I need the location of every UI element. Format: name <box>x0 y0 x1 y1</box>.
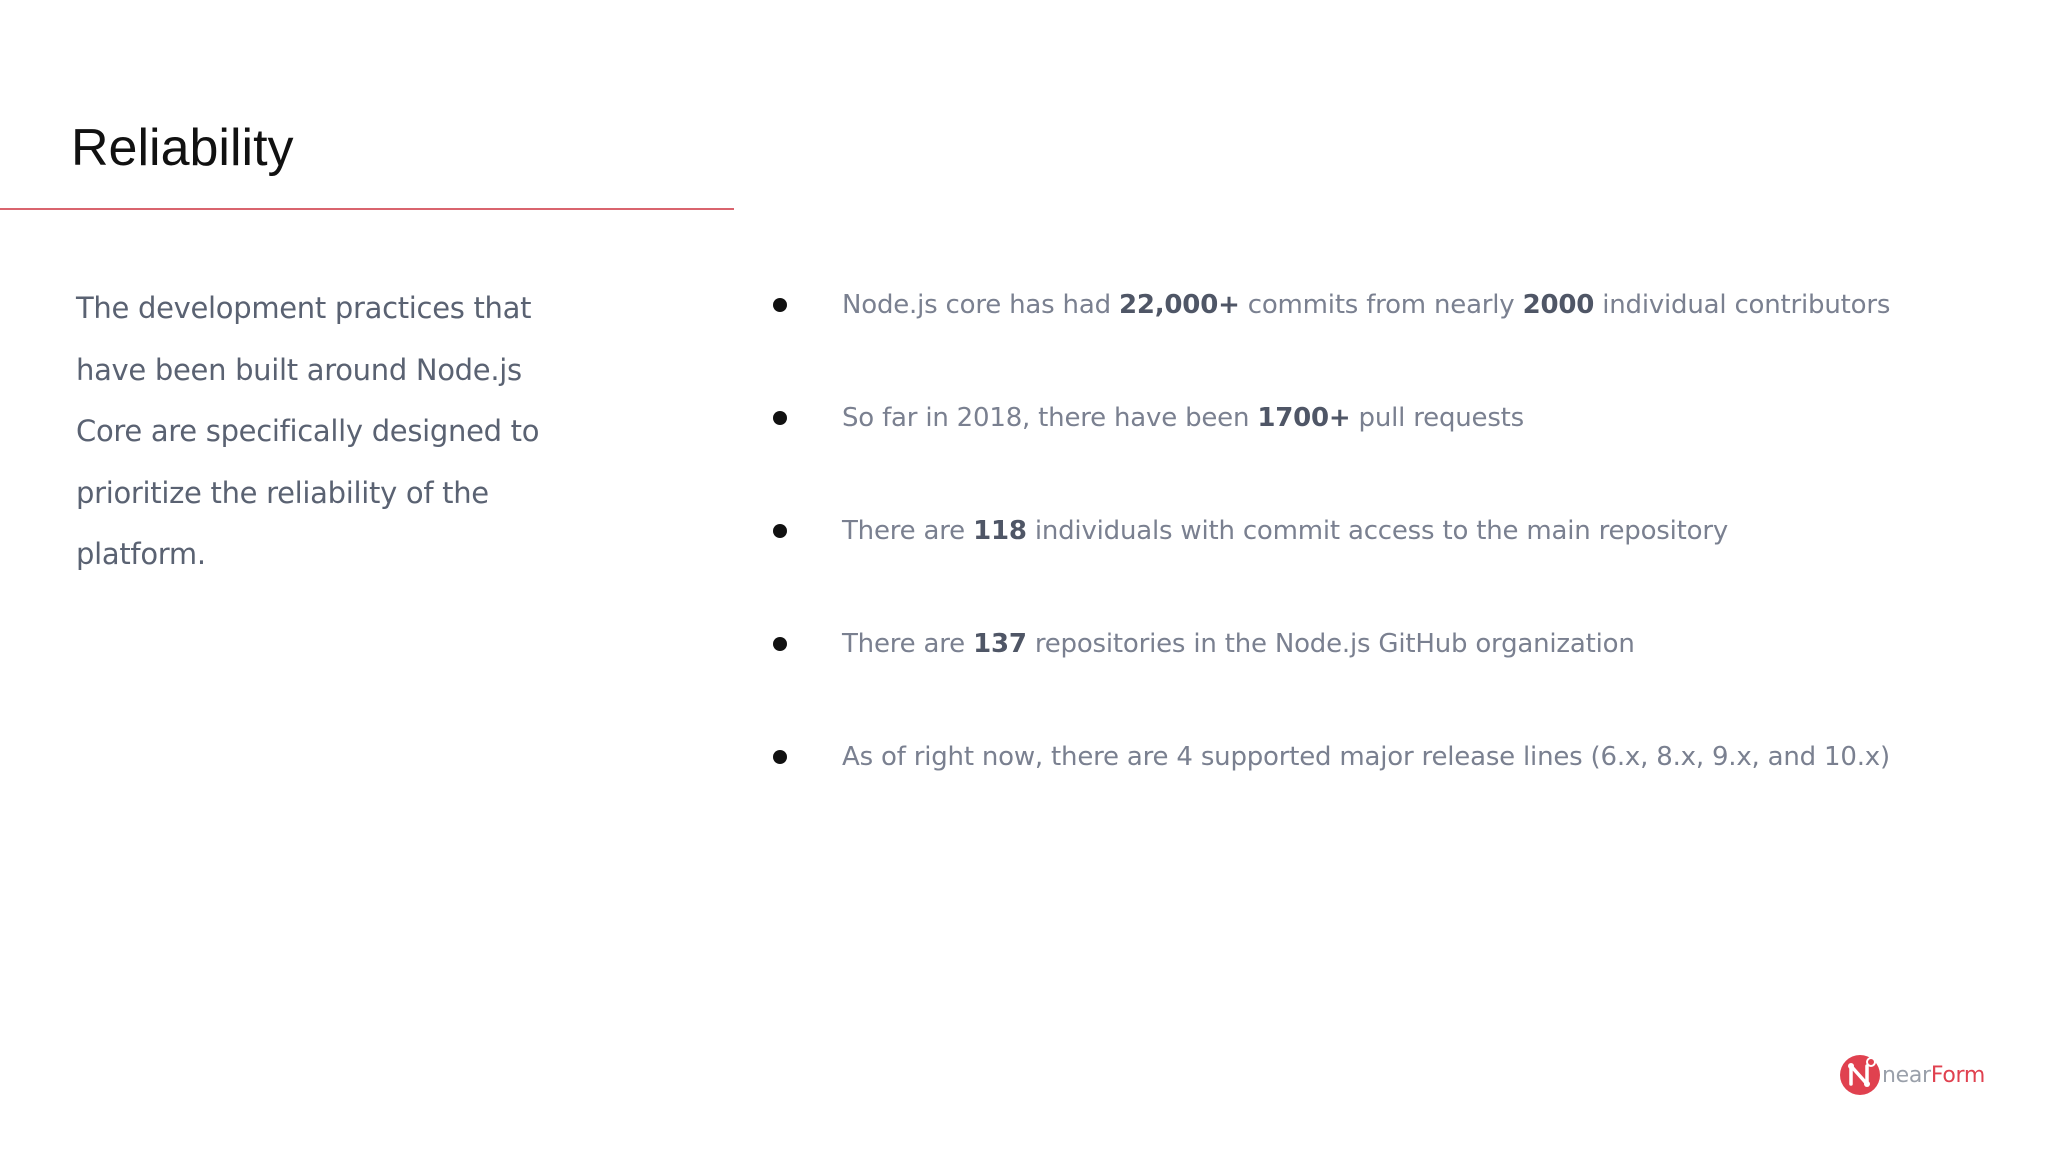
logo-text-near: near <box>1882 1062 1931 1088</box>
nearform-logo <box>1838 1052 1985 1098</box>
bullet-item <box>770 506 1970 556</box>
logo-text-form: Form <box>1930 1062 1986 1088</box>
bullet-run: individual contributors <box>1594 290 1891 320</box>
bullet-item <box>770 393 1970 443</box>
intro-line: prioritize the reliability of the <box>76 475 489 510</box>
bullet-run: There are <box>842 516 974 546</box>
slide-title: Reliability <box>71 119 294 177</box>
bullet-item <box>770 732 1970 782</box>
bullet-run: As of right now, there are 4 supported major release lines (6.x, 8.x, 9.x, and 10.x) <box>842 742 1890 772</box>
bullet-run: So far in 2018, there have been <box>842 403 1258 433</box>
bullet-run: individuals with commit access to the main repository <box>1026 516 1729 546</box>
bullet-text <box>842 738 1890 776</box>
intro-line: platform. <box>76 537 206 571</box>
bullet-highlight: 118 <box>973 516 1027 546</box>
bullet-dot-icon <box>773 411 787 425</box>
bullet-text <box>842 399 1524 437</box>
bullet-highlight: 2000 <box>1522 290 1595 320</box>
bullet-highlight: 1700+ <box>1257 403 1351 433</box>
bullet-highlight: 137 <box>973 629 1027 659</box>
bullet-dot-icon <box>773 298 787 312</box>
bullet-text <box>842 512 1728 550</box>
bullet-dot-icon <box>773 524 787 538</box>
nearform-logo-icon <box>1838 1053 1882 1097</box>
bullet-run: commits from nearly <box>1239 290 1523 320</box>
intro-line: The development practices that <box>76 291 532 325</box>
intro-line: Core are specifically designed to <box>76 414 540 448</box>
intro-paragraph <box>76 278 596 586</box>
bullet-highlight: 22,000+ <box>1118 290 1240 320</box>
bullet-item <box>770 280 1970 330</box>
bullet-run: pull requests <box>1350 403 1525 433</box>
bullet-run: There are <box>842 629 974 659</box>
bullet-item <box>770 619 1970 669</box>
bullet-text <box>842 625 1635 663</box>
bullet-text <box>842 286 1890 324</box>
bullet-run: Node.js core has had <box>842 290 1119 320</box>
logo-wordmark <box>1882 1063 1985 1088</box>
intro-line: have been built around Node.js <box>76 352 522 387</box>
bullet-dot-icon <box>773 750 787 764</box>
bullet-run: repositories in the Node.js GitHub organization <box>1026 629 1635 659</box>
bullet-dot-icon <box>773 637 787 651</box>
title-underline <box>0 208 734 210</box>
